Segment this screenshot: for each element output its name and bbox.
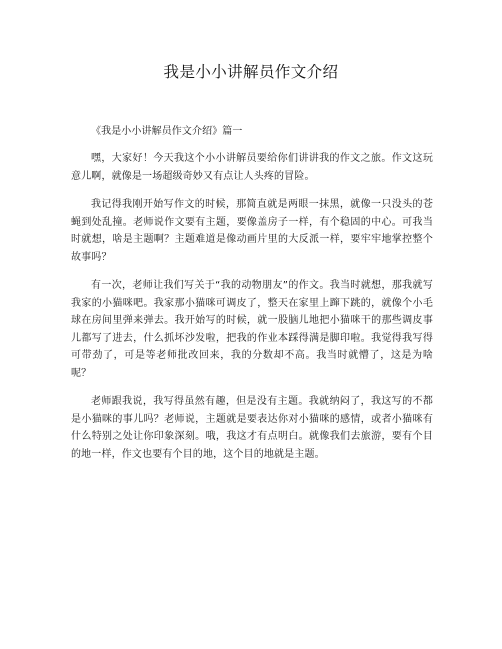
article-body bbox=[71, 125, 433, 474]
article-subtitle: 《我是小小讲解员作文介绍》篇一 bbox=[91, 126, 243, 137]
paragraph-1: 嘿，大家好！今天我这个小小讲解员要给你们讲讲我的作文之旅。作文这玩意儿啊，就像是一场超级奇妙又有点让人头疼的冒险。 bbox=[71, 153, 433, 182]
page-title: 我是小小讲解员作文介绍 bbox=[163, 63, 339, 81]
paragraph-3: 有一次，老师让我们写关于“我的动物朋友”的作文。我当时就想，那我就写我家的小猫咪吧。我家那小猫咪可调皮了，整天在家里上蹿下跳的，就像个小毛球在房间里弹来弹去。我开始写的时候，就一股脑儿地把小猫咪干的那些调皮事儿都写了进去，什么抓坏沙发啦，把我的作业本踩得满是脚印啦。我觉得我写得可带劲了，可是等老师批改回来，我的分数却不高。我当时就懵了，这是为啥呢？ bbox=[71, 280, 433, 379]
paragraph-4: 老师跟我说，我写得虽然有趣，但是没有主题。我就纳闷了，我这写的不都是小猫咪的事儿吗？老师说，主题就是要表达你对小猫咪的感情，或者小猫咪有什么特别之处让你印象深刻。哦，我这才有点明白。就像我们去旅游，要有个目的地一样，作文也要有个目的地，这个目的地就是主题。 bbox=[71, 396, 433, 460]
paragraph-2: 我记得我刚开始写作文的时候，那简直就是两眼一抹黑，就像一只没头的苍蝇到处乱撞。老师说作文要有主题，要像盖房子一样，有个稳固的中心。可我当时就想，啥是主题啊？主题难道是像动画片里的大反派一样，要牢牢地掌控整个故事吗？ bbox=[71, 199, 433, 263]
